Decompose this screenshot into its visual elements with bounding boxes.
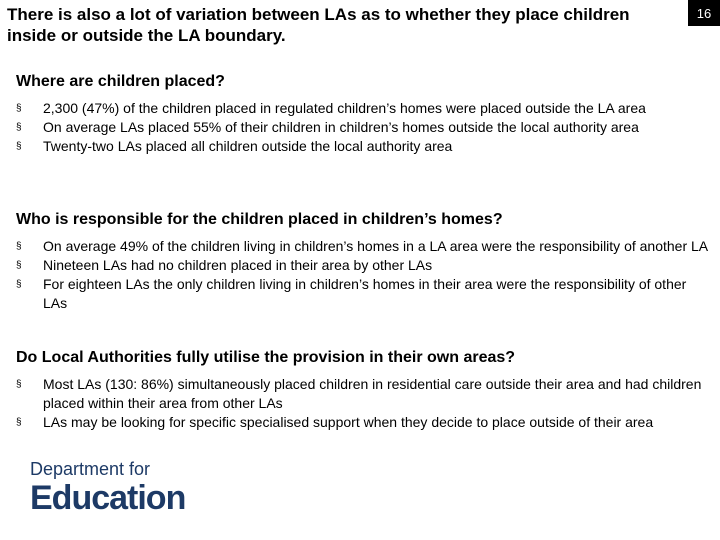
bullet-icon: § (16, 417, 22, 428)
bullet-icon: § (16, 141, 22, 152)
list-item: § LAs may be looking for specific specialised support when they decide to place outside of their area (16, 414, 654, 430)
bullet-list (16, 99, 710, 156)
list-item: § Twenty-two LAs placed all children outside the local authority area (16, 138, 453, 154)
department-for-education-logo (30, 459, 185, 517)
section-where-placed (16, 72, 710, 156)
bullet-list (16, 375, 710, 432)
bullet-icon: § (16, 379, 22, 390)
bullet-icon: § (16, 103, 22, 114)
bullet-icon: § (16, 260, 22, 271)
slide-title: There is also a lot of variation between LAs as to whether they place children inside or outside the LA boundary. (7, 5, 630, 45)
list-item: § Nineteen LAs had no children placed in their area by other LAs (16, 257, 433, 273)
bullet-icon: § (16, 279, 22, 290)
section-heading: Who is responsible for the children placed in children’s homes? (16, 211, 503, 228)
section-utilise-provision (16, 348, 710, 432)
bullet-list (16, 237, 710, 313)
list-item: § 2,300 (47%) of the children placed in regulated children’s homes were placed outside the LA area (16, 100, 646, 116)
bullet-icon: § (16, 241, 22, 252)
logo-line2: Education (30, 479, 186, 517)
logo-line1: Department for (30, 459, 151, 479)
list-item: § For eighteen LAs the only children living in children’s homes in their area were the responsibility of other LAs (16, 276, 687, 311)
list-item: § On average 49% of the children living in children’s homes in a LA area were the responsibility of another LA (16, 238, 709, 254)
list-item: § On average LAs placed 55% of their children in children’s homes outside the local authority area (16, 119, 639, 135)
section-heading: Do Local Authorities fully utilise the provision in their own areas? (16, 349, 516, 366)
section-heading: Where are children placed? (16, 73, 225, 90)
bullet-icon: § (16, 122, 22, 133)
section-who-responsible (16, 210, 710, 313)
page-number: 16 (688, 0, 720, 26)
list-item: § Most LAs (130: 86%) simultaneously placed children in residential care outside their area and had children placed within their area from other LAs (16, 376, 702, 411)
